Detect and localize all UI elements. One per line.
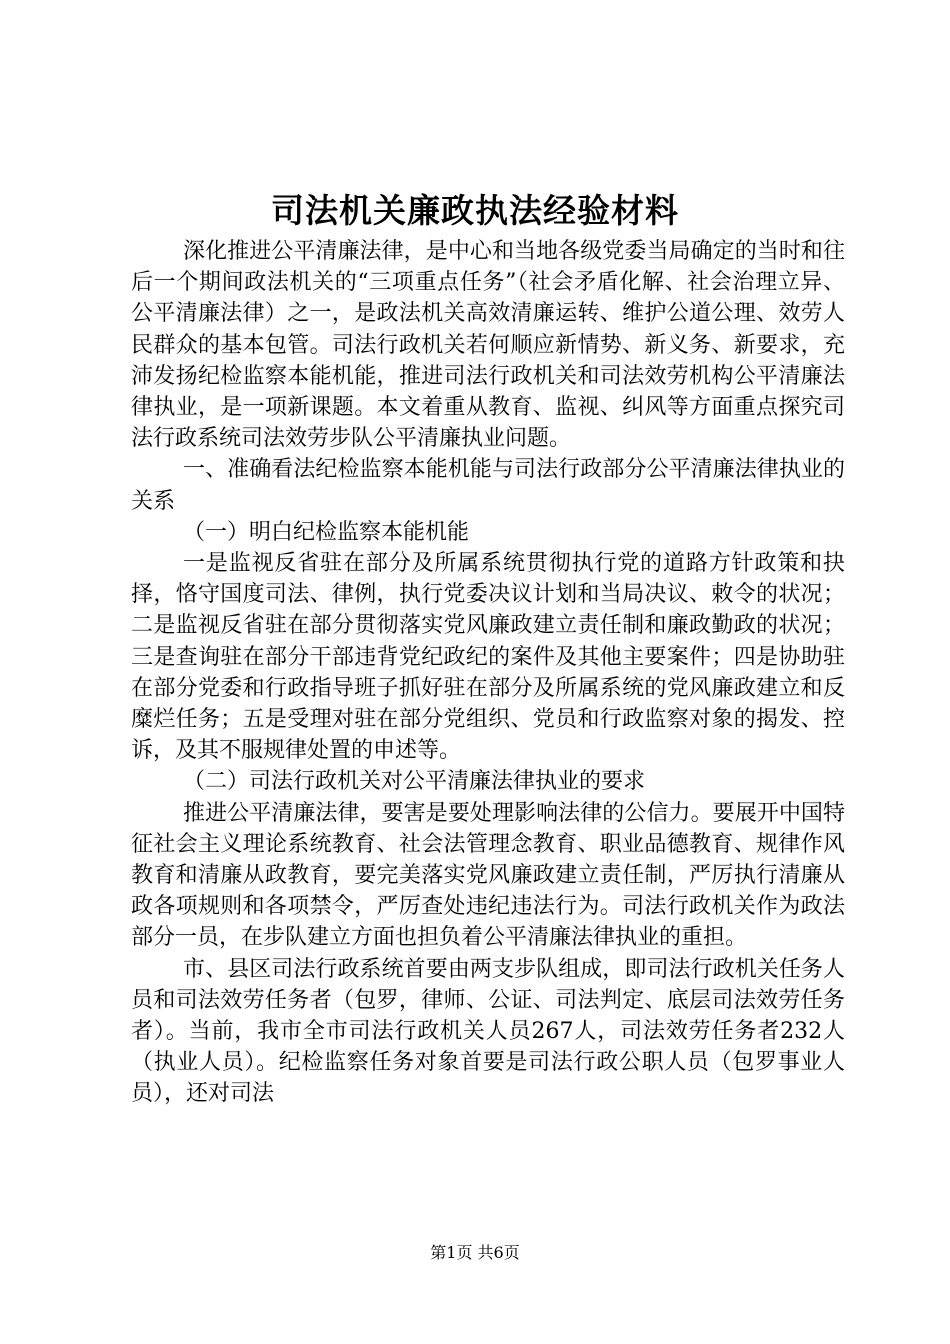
paragraph-intro: 深化推进公平清廉法律，是中心和当地各级党委当局确定的当时和往后一个期间政法机关的“三项重点任务”（社会矛盾化解、社会治理立异、公平清廉法律）之一，是政法机关高效清廉运转、维护公道公理、效劳人民群众的基本包管。司法行政机关若何顺应新情势、新义务、新要求，充沛发扬纪检监察本能机能，推进司法行政机关和司法效劳机构公平清廉法律执业，是一项新课题。本文着重从教育、监视、纠风等方面重点探究司法行政系统司法效劳步队公平清廉执业问题。: [131, 239, 845, 452]
paragraph-functions: 一是监视反省驻在部分及所属系统贯彻执行党的道路方针政策和抉择，恪守国度司法、律例，执行党委决议计划和当局决议、敕令的状况；二是监视反省驻在部分贯彻落实党风廉政建立责任制和廉政勤政的状况；三是查询驻在部分干部违背党纪政纪的案件及其他主要案件；四是协助驻在部分党委和行政指导班子抓好驻在部分及所属系统的党风廉政建立和反糜烂任务；五是受理对驻在部分党组织、党员和行政监察对象的揭发、控诉，及其不服规律处置的申述等。: [131, 551, 845, 764]
paragraph-staff: 市、县区司法行政系统首要由两支步队组成，即司法行政机关任务人员和司法效劳任务者（包罗，律师、公证、司法判定、底层司法效劳任务者）。当前，我市全市司法行政机关人员267人，司法效劳任务者232人（执业人员）。纪检监察任务对象首要是司法行政公职人员（包罗事业人员），还对司法: [131, 956, 845, 1107]
document-title: 司法机关廉政执法经验材料: [271, 191, 679, 230]
paragraph-requirements: 推进公平清廉法律，要害是要处理影响法律的公信力。要展开中国特征社会主义理论系统教育、社会法管理念教育、职业品德教育、规律作风教育和清廉从政教育，要完美落实党风廉政建立责任制，严厉执行清廉从政各项规则和各项禁令，严厉查处违纪违法行为。司法行政机关作为政法部分一员，在步队建立方面也担负着公平清廉法律执业的重担。: [131, 800, 845, 951]
subsection-heading-1: （一）明白纪检监察本能机能: [183, 519, 470, 545]
section-heading-1: 一、准确看法纪检监察本能机能与司法行政部分公平清廉法律执业的关系: [131, 457, 845, 514]
subsection-heading-2: （二）司法行政机关对公平清廉法律执业的要求: [183, 769, 646, 795]
document-body: [131, 236, 845, 1110]
page-number-footer: 第1页 共6页: [430, 1243, 520, 1262]
